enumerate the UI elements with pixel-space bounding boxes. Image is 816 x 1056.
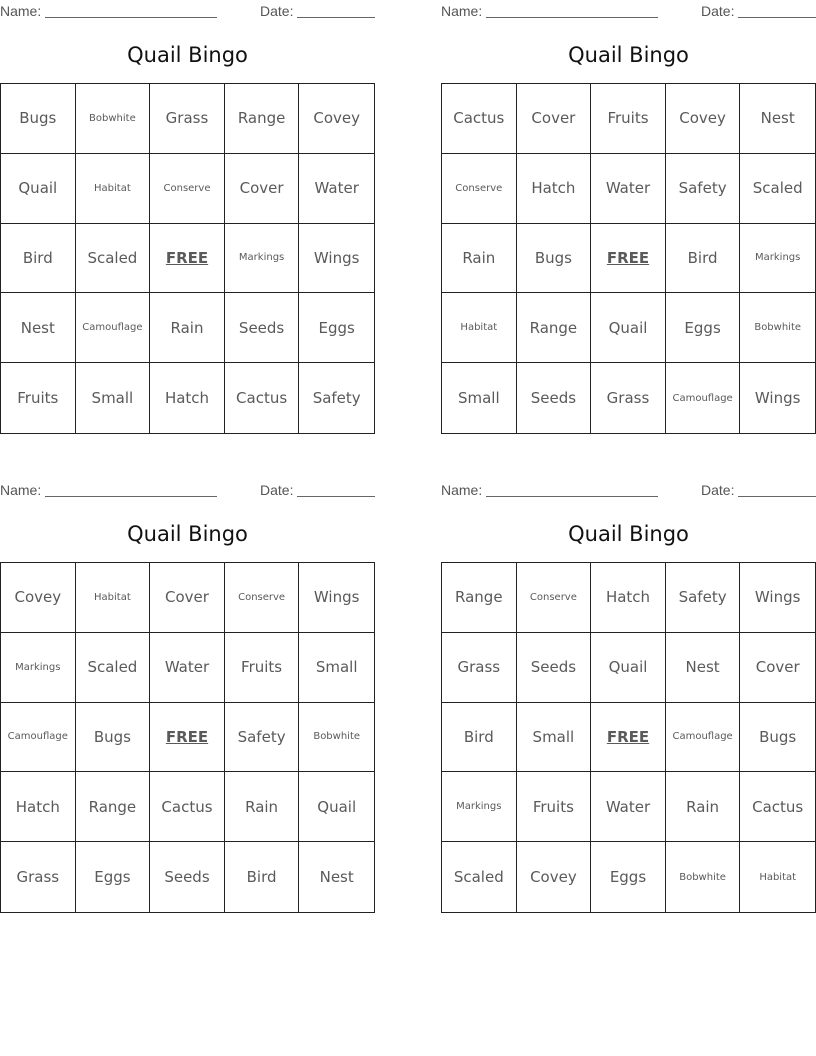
bingo-cell: Bobwhite <box>76 84 151 154</box>
date-label: Date: <box>701 3 735 19</box>
bingo-cell: Nest <box>740 84 815 154</box>
bingo-cell: Quail <box>591 633 666 703</box>
card-title: Quail Bingo <box>568 43 689 67</box>
bingo-cell: Scaled <box>740 154 815 224</box>
bingo-cell: Fruits <box>225 633 300 703</box>
card-title: Quail Bingo <box>127 43 248 67</box>
bingo-cell: Water <box>591 154 666 224</box>
card-header <box>0 0 375 24</box>
bingo-cell: Scaled <box>442 842 517 912</box>
bingo-cell: Markings <box>442 772 517 842</box>
bingo-card <box>0 0 375 434</box>
bingo-cell: Nest <box>1 293 76 363</box>
bingo-cell: Hatch <box>150 363 225 433</box>
name-label: Name: <box>441 482 483 498</box>
bingo-cell: Scaled <box>76 633 151 703</box>
bingo-cell: Cover <box>740 633 815 703</box>
bingo-cell: Conserve <box>442 154 517 224</box>
bingo-cell: Conserve <box>517 563 592 633</box>
date-field <box>260 482 375 498</box>
bingo-cell: Small <box>517 703 592 773</box>
bingo-cell: Safety <box>225 703 300 773</box>
bingo-cell: Camouflage <box>666 703 741 773</box>
bingo-card <box>441 0 816 434</box>
bingo-cell: Water <box>150 633 225 703</box>
bingo-cell: Cactus <box>442 84 517 154</box>
name-field <box>441 3 658 19</box>
name-field <box>0 482 217 498</box>
bingo-cell: Seeds <box>225 293 300 363</box>
bingo-cell: Habitat <box>76 154 151 224</box>
bingo-cell: Quail <box>299 772 374 842</box>
free-space: FREE <box>150 703 225 773</box>
bingo-cell: Conserve <box>150 154 225 224</box>
bingo-cell: Bugs <box>740 703 815 773</box>
bingo-cell: Habitat <box>442 293 517 363</box>
bingo-cell: Bobwhite <box>299 703 374 773</box>
bingo-cell: Rain <box>225 772 300 842</box>
bingo-cell: Water <box>299 154 374 224</box>
bingo-cell: Markings <box>1 633 76 703</box>
name-field <box>0 3 217 19</box>
bingo-cell: Seeds <box>150 842 225 912</box>
bingo-cell: Wings <box>740 563 815 633</box>
free-space: FREE <box>150 224 225 294</box>
bingo-cell: Hatch <box>517 154 592 224</box>
bingo-cell: Covey <box>299 84 374 154</box>
bingo-cell: Bird <box>442 703 517 773</box>
bingo-cell: Cactus <box>740 772 815 842</box>
bingo-cell: Wings <box>299 224 374 294</box>
bingo-grid <box>441 562 816 913</box>
bingo-grid <box>0 562 375 913</box>
bingo-cell: Safety <box>312 389 361 408</box>
name-label: Name: <box>441 3 483 19</box>
bingo-cell: Eggs <box>591 842 666 912</box>
bingo-cell: Covey <box>1 563 76 633</box>
bingo-cell: Fruits <box>517 772 592 842</box>
bingo-cell: Cactus <box>225 363 300 433</box>
card-header <box>441 479 816 503</box>
date-label: Date: <box>260 482 294 498</box>
bingo-cell: Cover <box>517 84 592 154</box>
bingo-cell: Grass <box>442 633 517 703</box>
name-blank-line <box>486 3 658 18</box>
bingo-cell: Cover <box>225 154 300 224</box>
bingo-cell: Rain <box>150 293 225 363</box>
bingo-cell: Eggs <box>76 842 151 912</box>
bingo-cell: Covey <box>517 842 592 912</box>
bingo-cell: Scaled <box>76 224 151 294</box>
bingo-cell: Camouflage <box>1 703 76 773</box>
bingo-cell: Quail <box>591 293 666 363</box>
bingo-cell: Rain <box>666 772 741 842</box>
bingo-cell: Bird <box>1 224 76 294</box>
bingo-cell: Markings <box>740 224 815 294</box>
bingo-cell: Covey <box>666 84 741 154</box>
date-blank-line <box>738 482 816 497</box>
name-label: Name: <box>0 482 42 498</box>
bingo-cell: Range <box>517 293 592 363</box>
bingo-cell: Habitat <box>759 871 797 883</box>
bingo-cell: Bird <box>225 842 300 912</box>
date-field <box>701 482 816 498</box>
bingo-cell: Hatch <box>1 772 76 842</box>
bingo-cell: Rain <box>442 224 517 294</box>
bingo-cell: Range <box>442 563 517 633</box>
name-blank-line <box>45 482 217 497</box>
bingo-cell: Nest <box>666 633 741 703</box>
bingo-cell: Small <box>76 363 151 433</box>
date-label: Date: <box>701 482 735 498</box>
bingo-cell: Wings <box>754 389 801 408</box>
bingo-cell: Bobwhite <box>666 842 741 912</box>
bingo-cell: Wings <box>299 563 374 633</box>
bingo-cell: Range <box>76 772 151 842</box>
bingo-grid <box>0 83 375 434</box>
bingo-cell: Grass <box>150 84 225 154</box>
bingo-cell: Quail <box>1 154 76 224</box>
bingo-cell: Safety <box>666 154 741 224</box>
bingo-cell: Markings <box>225 224 300 294</box>
date-field <box>260 3 375 19</box>
date-label: Date: <box>260 3 294 19</box>
date-blank-line <box>738 3 816 18</box>
bingo-cell: Fruits <box>1 363 76 433</box>
bingo-cell: Seeds <box>517 363 592 433</box>
free-space: FREE <box>591 703 666 773</box>
name-blank-line <box>45 3 217 18</box>
card-header <box>0 479 375 503</box>
bingo-cell: Bird <box>666 224 741 294</box>
name-label: Name: <box>0 3 42 19</box>
card-title: Quail Bingo <box>127 522 248 546</box>
bingo-cell: Eggs <box>666 293 741 363</box>
bingo-cell: Safety <box>666 563 741 633</box>
bingo-cell: Grass <box>591 363 666 433</box>
date-blank-line <box>297 3 375 18</box>
bingo-cell: Small <box>442 363 517 433</box>
bingo-cell: Bugs <box>1 84 76 154</box>
bingo-cell: Conserve <box>225 563 300 633</box>
bingo-cell: Camouflage <box>666 363 741 433</box>
bingo-cell: Fruits <box>591 84 666 154</box>
bingo-cell: Eggs <box>299 293 374 363</box>
bingo-cell: Habitat <box>76 563 151 633</box>
card-header <box>441 0 816 24</box>
bingo-cell: Cover <box>150 563 225 633</box>
bingo-cell: Bugs <box>76 703 151 773</box>
bingo-cell: Bobwhite <box>740 293 815 363</box>
free-space: FREE <box>591 224 666 294</box>
bingo-cell: Grass <box>1 842 76 912</box>
bingo-cell: Bugs <box>517 224 592 294</box>
bingo-cell: Cactus <box>150 772 225 842</box>
card-title: Quail Bingo <box>568 522 689 546</box>
bingo-cell: Camouflage <box>76 293 151 363</box>
bingo-cell: Hatch <box>591 563 666 633</box>
bingo-cell: Nest <box>319 868 354 887</box>
name-field <box>441 482 658 498</box>
bingo-cell: Small <box>299 633 374 703</box>
name-blank-line <box>486 482 658 497</box>
bingo-cell: Seeds <box>517 633 592 703</box>
bingo-cell: Range <box>225 84 300 154</box>
date-blank-line <box>297 482 375 497</box>
bingo-grid <box>441 83 816 434</box>
bingo-card <box>0 479 375 913</box>
bingo-cell: Water <box>591 772 666 842</box>
bingo-card <box>441 479 816 913</box>
date-field <box>701 3 816 19</box>
